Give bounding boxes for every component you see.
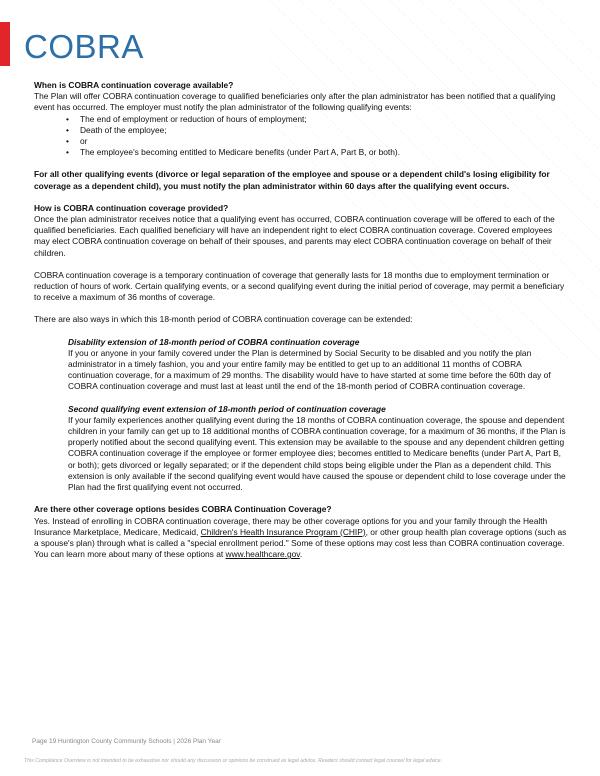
section-heading-options: Are there other coverage options besides COBRA Continuation Coverage? bbox=[34, 504, 332, 515]
section-heading-provided: How is COBRA continuation coverage provided? bbox=[34, 202, 229, 213]
list-item: • or bbox=[80, 136, 567, 147]
subheading-second-event: Second qualifying event extension of 18-month period of continuation coverage bbox=[68, 403, 386, 414]
disability-extension-block bbox=[34, 337, 567, 494]
paragraph-second-event: If your family experiences another qualifying event during the 18 months of COBRA continuation coverage, the spouse and dependent children in your family can get up to 18 additional months of COBRA continuation coverage, for a maximum of 36 months, if the Plan is properly notified about the second qualifying event. This extension may be available to the spouse and any dependent children getting COBRA continuation coverage if the employee or former employee dies; becomes entitled to Medicare benefits (under Part A, Part B, or both); gets divorced or legally separated; or if the dependent child stops being eligible under the Plan as a dependent child. This extension is only available if the second qualifying event would have caused the spouse or dependent child to lose coverage under the Plan had the first qualifying event not occurred. bbox=[68, 414, 566, 493]
page-title: COBRA bbox=[24, 28, 144, 65]
paragraph-other-events: For all other qualifying events (divorce or legal separation of the employee and spouse or a dependent child's losing eligibility for coverage as a dependent child), you must notify the plan administrator within 60 days after the qualifying event occurs. bbox=[34, 169, 550, 191]
page-footer: Page 19 Huntington County Community Schools | 2026 Plan Year bbox=[32, 738, 221, 745]
paragraph-options bbox=[34, 516, 567, 561]
subheading-disability: Disability extension of 18-month period of COBRA continuation coverage bbox=[68, 336, 360, 347]
document-body bbox=[34, 80, 567, 560]
list-item: • The employee's becoming entitled to Medicare benefits (under Part A, Part B, or both). bbox=[80, 147, 567, 158]
options-text-3: . bbox=[299, 549, 303, 560]
paragraph-provided: Once the plan administrator receives notice that a qualifying event has occurred, COBRA continuation coverage will be offered to each of the qualified beneficiaries. Each qualified beneficiary will have an independent right to elect COBRA continuation coverage. Covered employees may elect COBRA continuation coverage on behalf of their spouses, and parents may elect COBRA continuation coverage on behalf of their children. bbox=[34, 214, 555, 258]
options-text-1: Yes. Instead of enrolling in COBRA continuation coverage, there may be other coverage options for you and your family through the Health Insurance Marketplace, Medicare, Medicaid, bbox=[34, 515, 548, 537]
chip-link[interactable]: Children's Health Insurance Program (CHIP) bbox=[200, 526, 366, 537]
qualifying-events-list bbox=[34, 114, 567, 159]
paragraph-extended: There are also ways in which this 18-month period of COBRA continuation coverage can be extended: bbox=[34, 314, 413, 325]
paragraph-disability: If you or anyone in your family covered under the Plan is determined by Social Security to be disabled and you notify the plan administrator in a timely fashion, you and your entire family may be entitled to get up to an additional 11 months of COBRA continuation coverage, for a maximum of 29 months. The disability would have to have started at some time before the 60th day of COBRA continuation coverage and must last at least until the end of the 18-month period of COBRA continuation coverage. bbox=[68, 347, 551, 392]
paragraph-temporary: COBRA continuation coverage is a temporary continuation of coverage that generally lasts for 18 months due to employment termination or reduction of hours of work. Certain qualifying events, or a second qualifying event during the initial period of coverage, may permit a beneficiary to receive a maximum of 36 months of coverage. bbox=[34, 269, 565, 303]
paragraph-available: The Plan will offer COBRA continuation coverage to qualified beneficiaries only after the plan administrator has been notified that a qualifying event has occurred. The employer must notify the plan administrator of the following qualifying events: bbox=[34, 91, 556, 113]
list-item: • Death of the employee; bbox=[80, 125, 567, 136]
legal-disclaimer: This Compliance Overview is not intended to be exhaustive nor should any discussion or opinions be construed as legal advice. Readers should contact legal counsel for legal advice. bbox=[24, 758, 443, 764]
section-heading-available: When is COBRA continuation coverage available? bbox=[34, 80, 234, 90]
list-item: • The end of employment or reduction of hours of employment; bbox=[80, 114, 567, 125]
options-text-2: , or other group health plan coverage options (such as a spouse's plan) through what is called a "special enrollment period." Some of these options may cost less than COBRA continuation coverage. You can learn more about many of these options at bbox=[34, 526, 567, 560]
header-accent-bar bbox=[0, 22, 10, 66]
healthcare-gov-link[interactable]: www.healthcare.gov bbox=[225, 549, 300, 560]
